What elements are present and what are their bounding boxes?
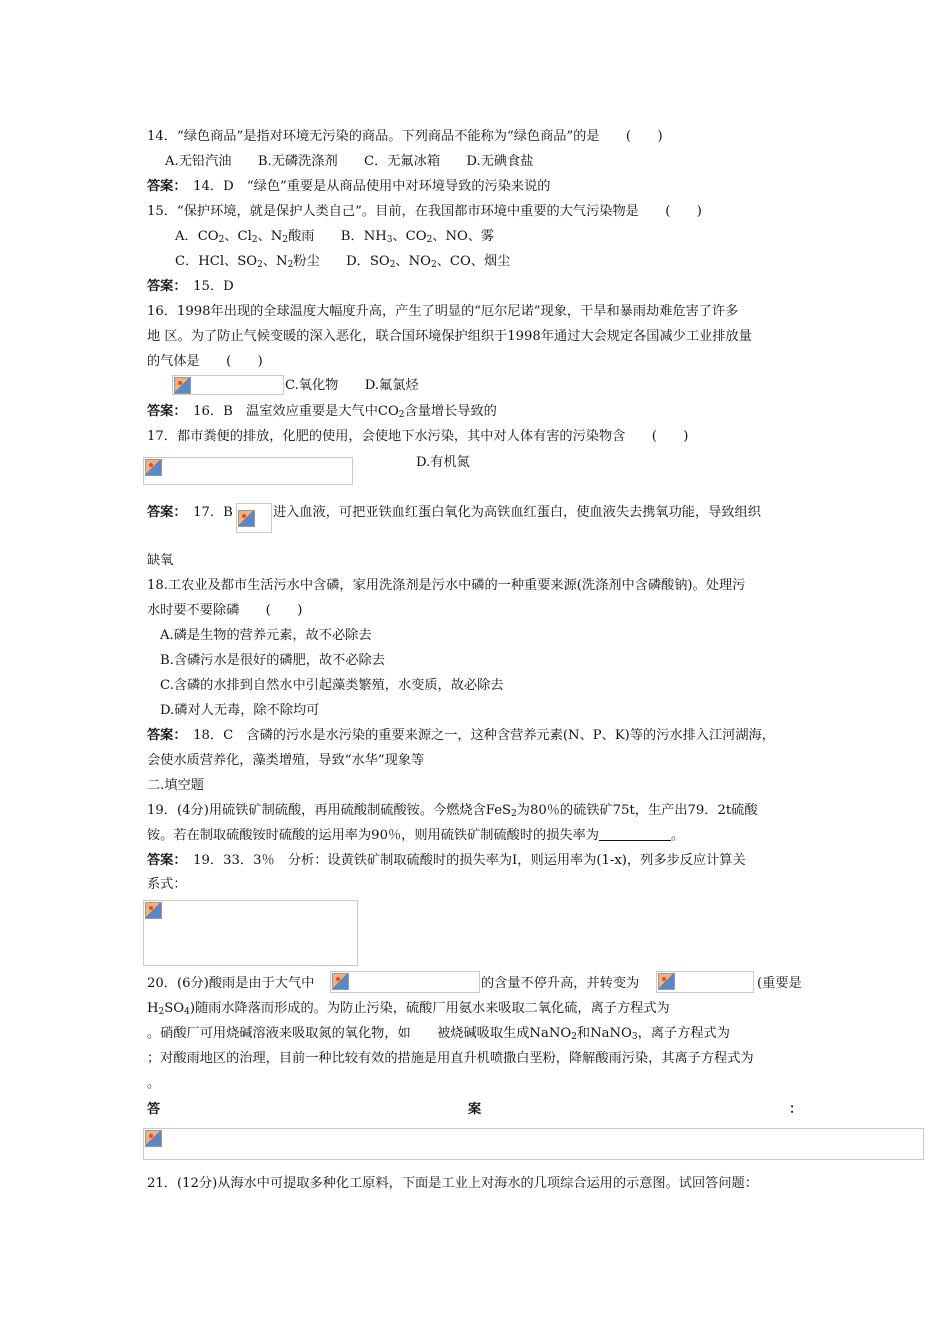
q20-line5: 。: [147, 1076, 161, 1091]
q18-answer-cont: 会使水质营养化，藻类增殖，导致“水华”现象等: [147, 753, 425, 768]
q18-option-d: D.磷对人无毒，除不除均可: [160, 703, 320, 718]
answer-label: 答案：: [147, 179, 180, 194]
answer-label: 答案：: [147, 728, 180, 743]
q14-stem: 14．“绿色商品”是指对环境无污染的商品。下列商品不能称为“绿色商品”的是 ( ): [147, 129, 663, 144]
q20-image-placeholder-2: [656, 971, 754, 993]
broken-image-icon: [145, 1130, 162, 1147]
q20-line4: ；对酸雨地区的治理，目前一种比较有效的措施是用直升机喷撒白垩粉，降解酸雨污染，其离子方程式为: [147, 1051, 754, 1066]
q20-answer-image-placeholder: [143, 1128, 924, 1160]
broken-image-icon: [145, 459, 162, 476]
q15-answer: [147, 278, 234, 296]
broken-image-icon: [174, 377, 191, 394]
q17-option-d: D.有机氮: [416, 455, 470, 470]
answer-blank[interactable]: [599, 827, 671, 841]
q18-line1: 18.工农业及都市生活污水中含磷，家用洗涤剂是污水中磷的一种重要来源(洗涤剂中含磷酸钠)。处理污: [147, 578, 746, 593]
q16-line2: 地 区。为了防止气候变暖的深入恶化，联合国环境保护组织于1998年通过大会规定各国减少工业排放量: [147, 329, 752, 344]
q16-line3: 的气体是 ( ): [147, 354, 263, 369]
q17-answer-text: 进入血液，可把亚铁血红蛋白氧化为高铁血红蛋白，使血液失去携氧功能，导致组织: [273, 505, 761, 520]
q20-line1-pre: 20．(6分)酸雨是由于大气中: [147, 976, 315, 991]
q17-answer-cont: 缺氧: [147, 553, 174, 568]
q20-answer-char1: 答: [147, 1102, 161, 1117]
q14-answer: [147, 178, 551, 196]
q17-answer: 答案： 17．B: [147, 505, 233, 520]
q18-option-b: B.含磷污水是很好的磷肥，故不必除去: [160, 653, 385, 668]
broken-image-icon: [658, 973, 675, 990]
answer-label: 答案：: [147, 853, 180, 868]
q21-stem: 21．(12分)从海水中可提取多种化工原料，下面是工业上对海水的几项综合运用的示意图。试回答问题：: [147, 1176, 758, 1191]
q19-answer: 答案： 19．33．3％ 分析：设黄铁矿制取硫酸时的损失率为I，则运用率为(1-x)，列多步反应计算关: [147, 853, 746, 868]
q15-answer-text: 15．D: [193, 279, 234, 294]
broken-image-icon: [332, 973, 349, 990]
answer-label: 答案：: [147, 279, 180, 294]
q17-stem: 17．都市粪便的排放，化肥的使用，会使地下水污染，其中对人体有害的污染物含 ( ): [147, 429, 689, 444]
q19-answer-image-placeholder: [143, 900, 358, 966]
q15-stem: 15．“保护环境，就是保护人类自己”。目前，在我国都市环境中重要的大气污染物是 ( ): [147, 204, 702, 219]
section-title-fill-in: 二.填空题: [147, 778, 204, 793]
broken-image-icon: [145, 902, 162, 919]
q20-answer-char3: ：: [789, 1102, 803, 1117]
q18-option-c: C.含磷的水排到自然水中引起藻类繁殖，水变质，故必除去: [160, 678, 504, 693]
q14-options: A.无铅汽油 B.无磷洗涤剂 C．无氟冰箱 D.无碘食盐: [165, 154, 534, 169]
q19-line1: 19．(4分)用硫铁矿制硫酸，再用硫酸制硫酸铵。今燃烧含FeS$_2$为80％的硫铁矿75t，生产出79．2t硫酸: [147, 803, 758, 819]
q18-answer: 答案： 18．C 含磷的污水是水污染的重要来源之一，这种含营养元素(N、P、K)等的污水排入江河湖海，: [147, 728, 775, 743]
q18-option-a: A.磷是生物的营养元素，故不必除去: [160, 628, 372, 643]
q20-answer-char2: 案: [468, 1102, 482, 1117]
q20-line1-post: (重要是: [757, 976, 802, 991]
q20-image-placeholder-1: [330, 971, 480, 993]
broken-image-icon: [238, 510, 255, 527]
q16-options-image-placeholder: [172, 375, 284, 395]
q18-line2: 水时要不要除磷 ( ): [147, 603, 303, 618]
q19-answer-cont: 系式：: [147, 877, 187, 892]
q16-answer: 答案： 16．B 温室效应重要是大气中$CO_2$含量增长导致的: [147, 404, 497, 420]
q15-options-cd: C．HCl、$SO_2$、$N_2$粉尘 D．$SO_2$、$NO_2$、CO、烟尘: [175, 254, 511, 270]
q16-options-tail: C.氧化物 D.氟氯烃: [285, 378, 419, 393]
q16-line1: 16．1998年出现的全球温度大幅度升高，产生了明显的“厄尔尼诺”现象，干旱和暴雨劫难危害了许多: [147, 304, 739, 319]
q17-answer-image-placeholder: [236, 503, 272, 533]
q17-options-image-placeholder: [143, 457, 353, 485]
q20-line2: $H_2SO_4$)随雨水降落而形成的。为防止污染，硫酸厂用氨水来吸取二氧化硫，离子方程式为: [147, 1001, 670, 1017]
q14-answer-text: 14．D “绿色”重要是从商品使用中对环境导致的污染来说的: [193, 179, 551, 194]
q20-line3: 。硝酸厂可用烧碱溶液来吸取氮的氧化物，如 被烧碱吸取生成NaNO$_2$和NaNO$_3$，离子方程式为: [147, 1026, 730, 1042]
q19-line2: 铵。若在制取硫酸铵时硫酸的运用率为90％，则用硫铁矿制硫酸时的损失率为 。: [147, 828, 685, 843]
q15-options-ab: A．$CO_2$、$Cl_2$、$N_2$酸雨 B．$NH_3$、$CO_2$、NO、雾: [175, 229, 495, 245]
q20-line1-mid: 的含量不停升高，并转变为: [481, 976, 640, 991]
answer-label: 答案：: [147, 404, 180, 419]
answer-label: 答案：: [147, 505, 180, 520]
